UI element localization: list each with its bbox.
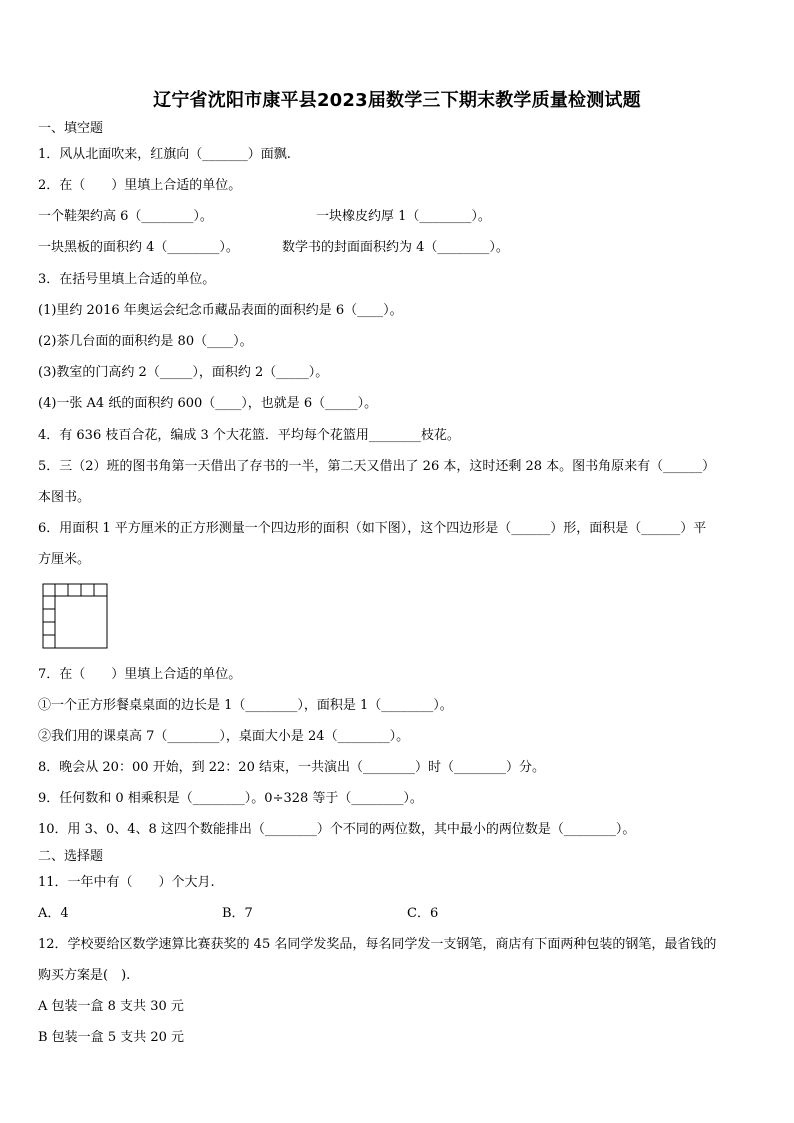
question-5-line-1: 5．三（2）班的图书角第一天借出了存书的一半，第二天又借出了 26 本，这时还剩 28 本。图书角原来有（______）: [38, 459, 716, 474]
question-2-head: 2．在（ ）里填上合适的单位。: [38, 178, 242, 193]
question-11-option-c: C．6: [407, 906, 439, 921]
question-3-head: 3．在括号里填上合适的单位。: [38, 272, 216, 287]
question-2-d: 数学书的封面面积约为 4（________）。: [282, 240, 509, 255]
question-6-line-1: 6．用面积 1 平方厘米的正方形测量一个四边形的面积（如下图），这个四边形是（______）形，面积是（______）平: [38, 521, 707, 536]
question-8: 8．晚会从 20：00 开始，到 22：20 结束，一共演出（________）时（________）分。: [38, 760, 545, 775]
question-10: 10．用 3、0、4、8 这四个数能排出（________）个不同的两位数，其中最小的两位数是（________）。: [38, 822, 636, 837]
question-3-3: (3)教室的门高约 2（_____），面积约 2（_____）。: [38, 365, 329, 380]
question-11: 11．一年中有（ ）个大月.: [38, 875, 215, 890]
question-12-option-b: B 包装一盒 5 支共 20 元: [38, 1030, 185, 1045]
question-7-2: ②我们用的课桌高 7（________），桌面大小是 24（________）。: [38, 729, 410, 744]
question-11-option-a: A．4: [38, 906, 69, 921]
question-3-2: (2)茶几台面的面积约是 80（____）。: [38, 334, 253, 349]
question-9: 9．任何数和 0 相乘积是（________）。0÷328 等于（________）。: [38, 791, 423, 806]
question-1: 1．风从北面吹来，红旗向（_______）面飘.: [38, 147, 291, 162]
question-3-1: (1)里约 2016 年奥运会纪念币藏品表面的面积约是 6（____）。: [38, 303, 403, 318]
grid-svg: [42, 583, 108, 649]
question-2-b: 一块橡皮约厚 1（________）。: [316, 209, 491, 224]
question-7-head: 7．在（ ）里填上合适的单位。: [38, 667, 242, 682]
question-5-line-2: 本图书。: [38, 490, 91, 505]
section-multiple-choice: 二、选择题: [38, 849, 104, 864]
question-7-1: ①一个正方形餐桌桌面的边长是 1（________），面积是 1（________）。: [38, 698, 453, 713]
question-3-4: (4)一张 A4 纸的面积约 600（____），也就是 6（_____）。: [38, 396, 378, 411]
question-4: 4．有 636 枝百合花，编成 3 个大花篮．平均每个花篮用________枝花。: [38, 428, 460, 443]
question-2-c: 一块黑板的面积约 4（________）。: [38, 240, 239, 255]
question-12-line-1: 12．学校要给区数学速算比赛获奖的 45 名同学发奖品，每名同学发一支钢笔，商店有下面两种包装的钢笔，最省钱的: [38, 937, 717, 952]
question-12-option-a: A 包装一盒 8 支共 30 元: [38, 999, 184, 1014]
grid-outline: [43, 584, 107, 648]
page-title: 辽宁省沈阳市康平县2023届数学三下期末教学质量检测试题: [153, 90, 641, 111]
question-12-line-2: 购买方案是( ).: [38, 968, 131, 983]
section-fill-blank: 一、填空题: [38, 121, 104, 136]
question-6-line-2: 方厘米。: [38, 552, 91, 567]
question-11-option-b: B．7: [222, 906, 253, 921]
question-2-a: 一个鞋架约高 6（________）。: [38, 209, 213, 224]
quadrilateral-grid-figure: [42, 583, 108, 649]
